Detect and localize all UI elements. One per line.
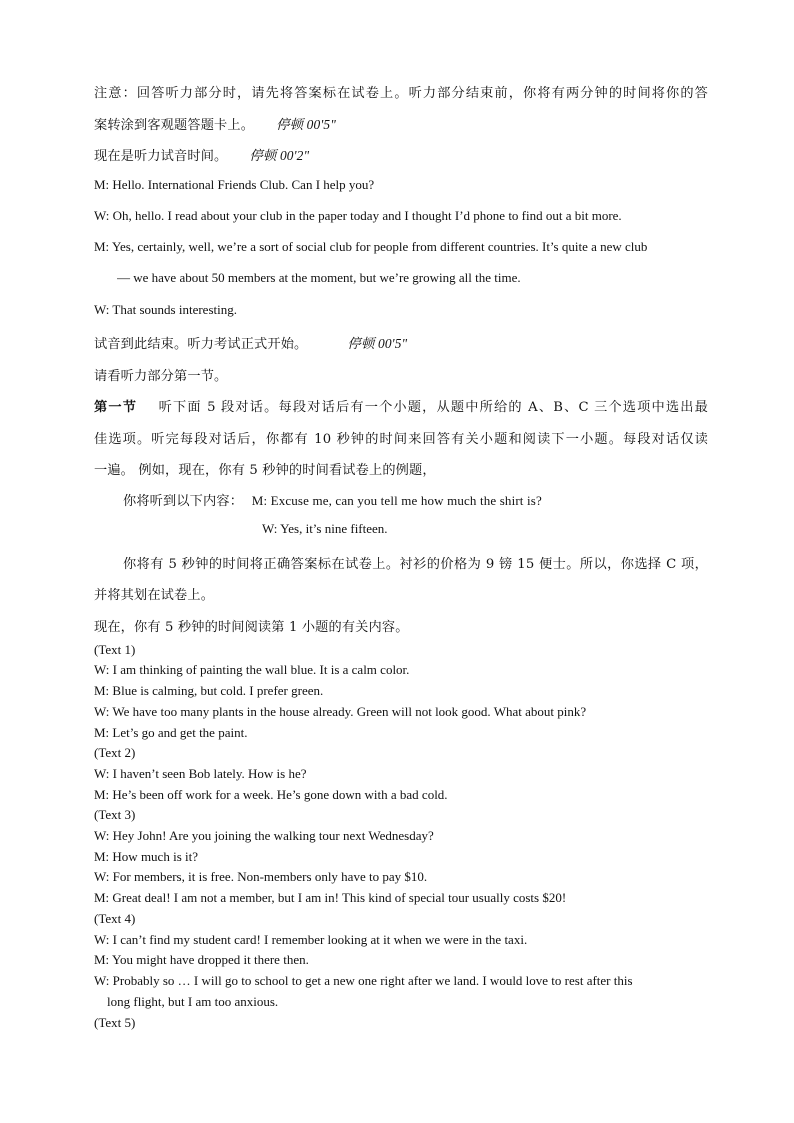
trial-end-line <box>94 333 708 352</box>
trial-dialogue-line-3: M: Yes, certainly, well, we’re a sort of social club for people from different countries. It’s quite a new club <box>94 239 648 254</box>
text-1-line-4: M: Let’s go and get the paint. <box>94 725 248 740</box>
trial-dialogue-line-5: W: That sounds interesting. <box>94 302 237 317</box>
answer-line-2: 并将其划在试卷上。 <box>94 588 215 603</box>
example-w: W: Yes, it’s nine fifteen. <box>262 521 388 536</box>
trial-end-pause: 停顿 00'5" <box>347 336 408 351</box>
text-5-label: (Text 5) <box>94 1015 136 1030</box>
section-title: 第一节 <box>94 400 138 415</box>
text-3-line-1: W: Hey John! Are you joining the walking tour next Wednesday? <box>94 828 434 843</box>
section-desc-1: 听下面 5 段对话。每段对话后有一个小题，从题中所给的 A、B、C 三个选项中选出最 <box>158 400 708 415</box>
trial-dialogue-line-1: M: Hello. International Friends Club. Can I help you? <box>94 177 375 192</box>
text-1-line-2: M: Blue is calming, but cold. I prefer green. <box>94 683 324 698</box>
text-1-line-3: W: We have too many plants in the house already. Green will not look good. What about pink? <box>94 704 587 719</box>
section-desc-line-3: 一遍。 例如，现在，你有 5 秒钟的时间看试卷上的例题， <box>94 463 436 478</box>
text-3-line-3: W: For members, it is free. Non-members only have to pay $10. <box>94 869 428 884</box>
text-4-line-3: W: Probably so … I will go to school to get a new one right after we land. I would love to rest after this <box>94 973 633 988</box>
example-line-1 <box>123 490 708 509</box>
trial-end-text: 试音到此结束。听力考试正式开始。 <box>94 337 308 352</box>
trial-dialogue-line-4: — we have about 50 members at the moment, but we’re growing all the time. <box>117 270 521 285</box>
answer-line-1: 你将有 5 秒钟的时间将正确答案标在试卷上。衬衫的价格为 9 镑 15 便士。所以，你选择 C 项， <box>123 557 708 572</box>
example-m: M: Excuse me, can you tell me how much the shirt is? <box>251 493 542 508</box>
notice-text: 案转涂到客观题答题卡上。 <box>94 118 255 133</box>
notice-line-2 <box>94 114 708 133</box>
read-q1-line: 现在，你有 5 秒钟的时间阅读第 1 小题的有关内容。 <box>94 620 409 635</box>
section-desc-line-1 <box>94 396 708 415</box>
text-3-line-4: M: Great deal! I am not a member, but I am in! This kind of special tour usually costs $20! <box>94 890 567 905</box>
text-3-line-2: M: How much is it? <box>94 849 198 864</box>
text-3-label: (Text 3) <box>94 807 136 822</box>
text-4-line-1: W: I can’t find my student card! I remember looking at it when we were in the taxi. <box>94 932 528 947</box>
text-1-label: (Text 1) <box>94 642 136 657</box>
trial-dialogue-line-2: W: Oh, hello. I read about your club in the paper today and I thought I’d phone to find out a bit more. <box>94 208 622 223</box>
text-2-label: (Text 2) <box>94 745 136 760</box>
text-1-line-1: W: I am thinking of painting the wall blue. It is a calm color. <box>94 662 410 677</box>
example-intro: 你将听到以下内容： <box>123 494 244 509</box>
text-2-line-2: M: He’s been off work for a week. He’s gone down with a bad cold. <box>94 787 448 802</box>
text-4-label: (Text 4) <box>94 911 136 926</box>
notice-pause: 停顿 00'5" <box>276 117 336 132</box>
notice-line-1: 注意：回答听力部分时，请先将答案标在试卷上。听力部分结束前，你将有两分钟的时间将你的答 <box>94 86 708 101</box>
text-4-line-2: M: You might have dropped it there then. <box>94 952 309 967</box>
text-4-line-4: long flight, but I am too anxious. <box>107 994 279 1009</box>
trial-time-line <box>94 145 708 164</box>
section-desc-line-2: 佳选项。听完每段对话后，你都有 10 秒钟的时间来回答有关小题和阅读下一小题。每段对话仅读 <box>94 432 708 447</box>
trial-pause: 停顿 00'2" <box>249 148 310 163</box>
section-look-line: 请看听力部分第一节。 <box>94 369 228 384</box>
text-2-line-1: W: I haven’t seen Bob lately. How is he? <box>94 766 307 781</box>
trial-time-text: 现在是听力试音时间。 <box>94 149 228 164</box>
